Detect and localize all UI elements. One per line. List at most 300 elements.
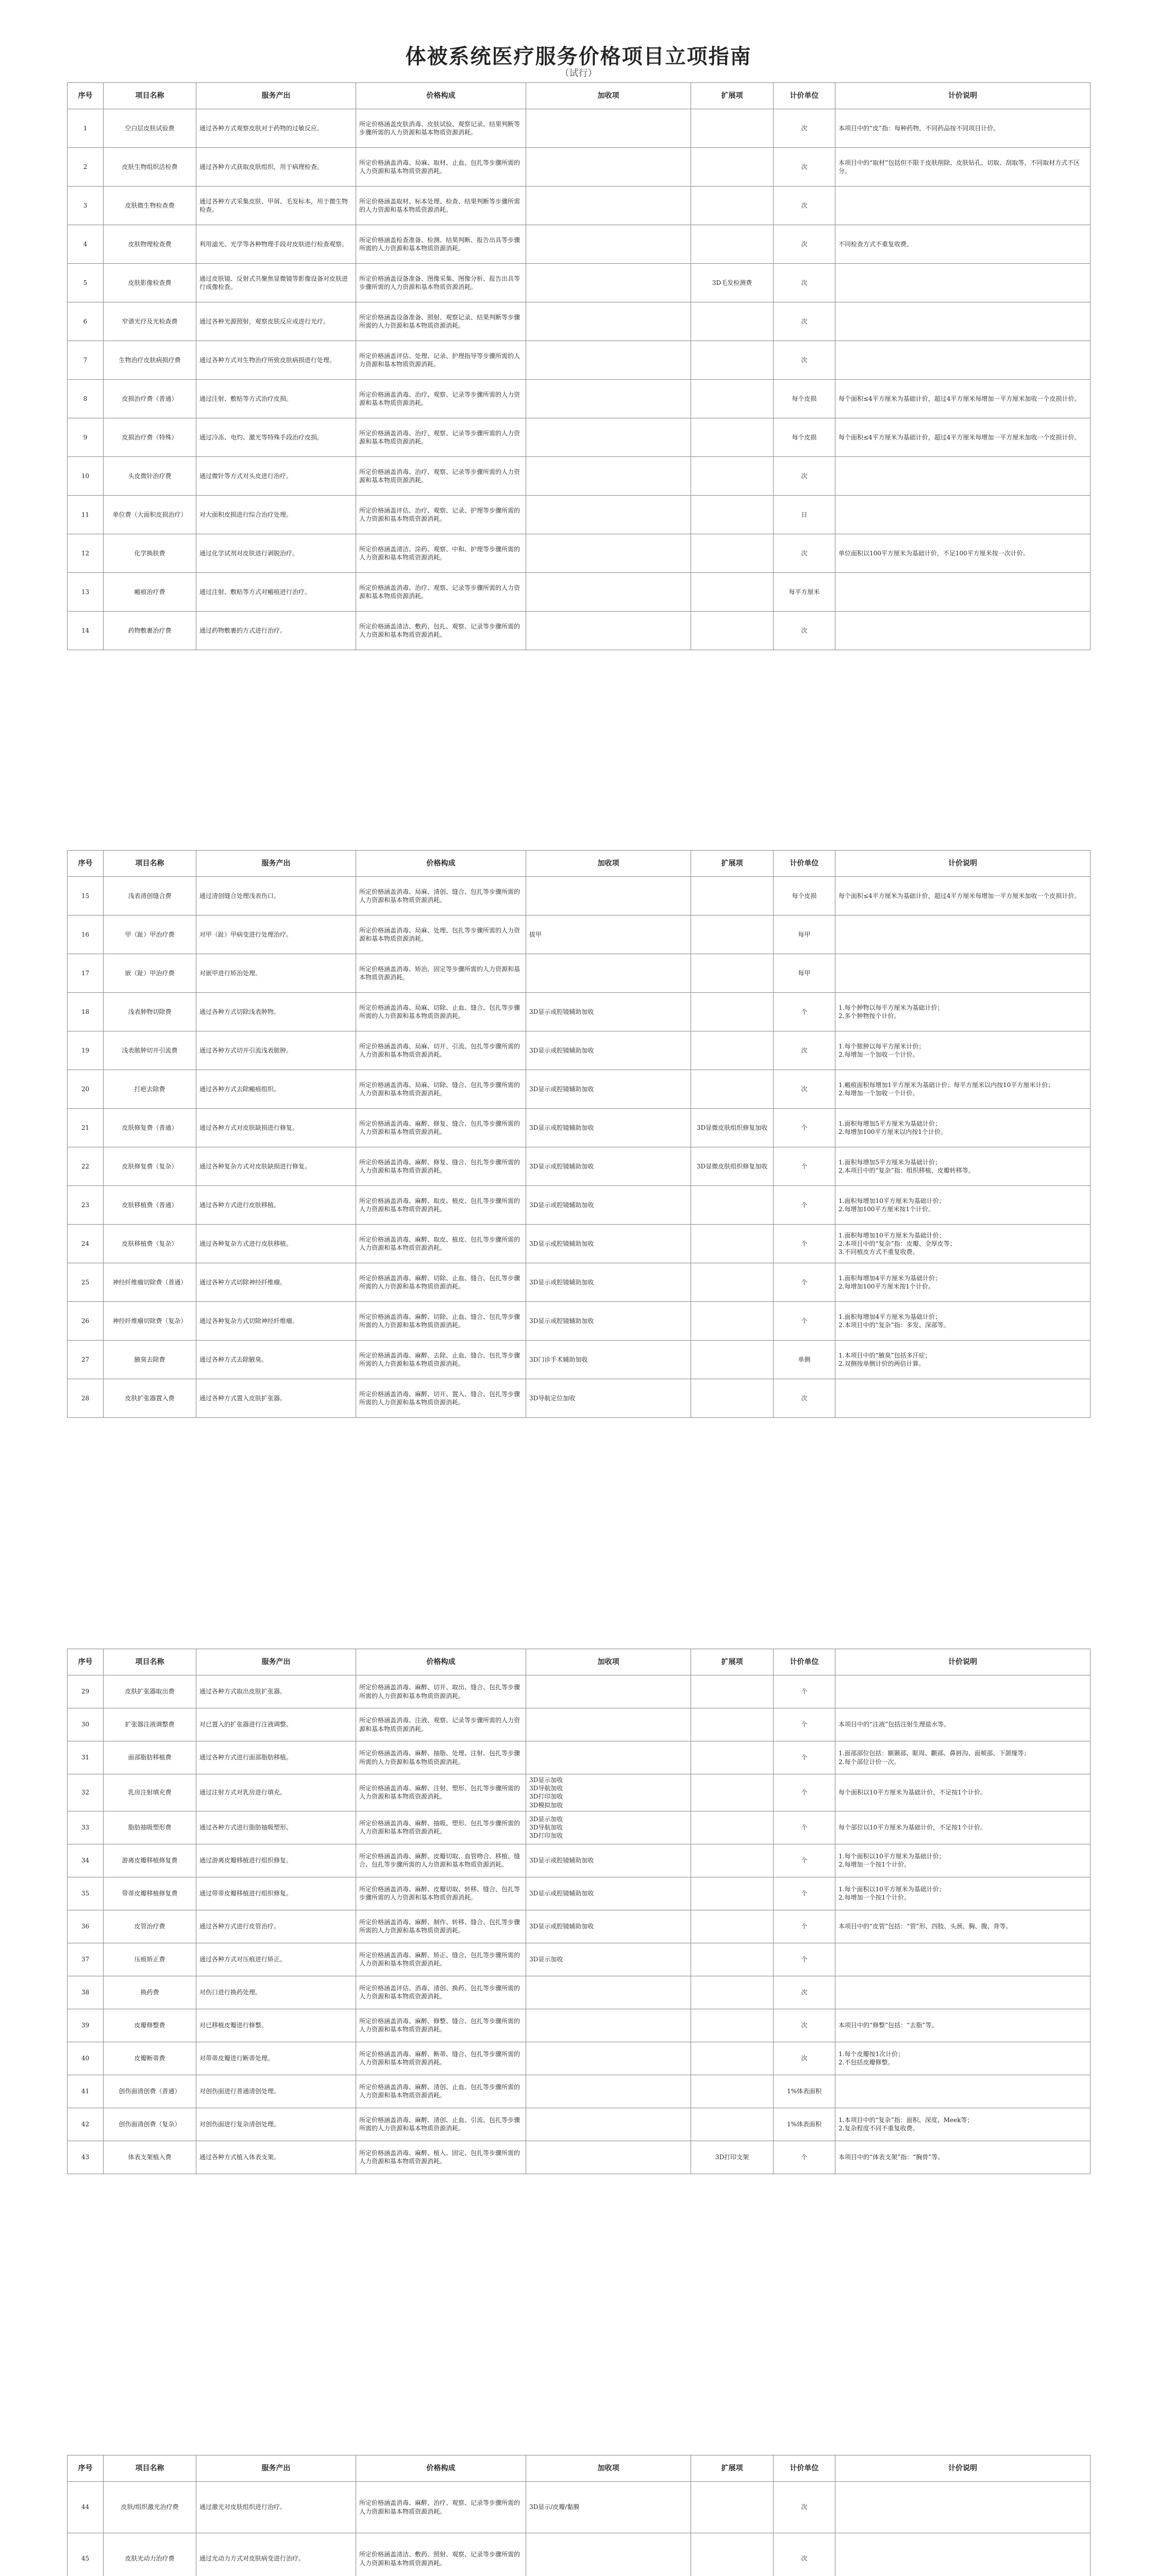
cell-no: 34 — [68, 1844, 104, 1877]
cell-name: 皮管治疗费 — [104, 1910, 196, 1943]
cell-no: 25 — [68, 1263, 104, 1302]
cell-unit: 个 — [774, 1302, 835, 1341]
cell-unit: 个 — [774, 1225, 835, 1263]
cell-add: 3D显示/皮瓣/黏膜 — [526, 2482, 691, 2533]
table-header-row — [68, 851, 1091, 877]
cell-add: 3D显示或腔镜辅助加收 — [526, 1910, 691, 1943]
column-header: 序号 — [68, 851, 104, 877]
column-header: 计价单位 — [774, 2455, 835, 2482]
cell-unit: 个 — [774, 1708, 835, 1741]
cell-name: 乳房注射填充费 — [104, 1774, 196, 1811]
table-row — [68, 1302, 1091, 1341]
table-row — [68, 916, 1091, 954]
cell-add — [526, 612, 691, 650]
cell-unit: 次 — [774, 457, 835, 496]
cell-content: 通过各种方式观察皮肤对于药物的过敏反应。 — [196, 109, 356, 148]
cell-desc: 单位面积以100平方厘米为基础计价，不足100平方厘米按一次计价。 — [835, 534, 1091, 573]
cell-no: 36 — [68, 1910, 104, 1943]
cell-unit: 个 — [774, 2141, 835, 2174]
cell-name: 皮损治疗费（特殊） — [104, 418, 196, 457]
table-header-row — [68, 2455, 1091, 2482]
cell-add — [526, 109, 691, 148]
table-row — [68, 2108, 1091, 2141]
cell-price: 所定价格涵盖消毒、麻醉、皮瓣切取、转移、缝合、包扎等步骤所需的人力资源和基本物质资源消耗。 — [356, 1877, 526, 1910]
table-row — [68, 1976, 1091, 2009]
cell-name: 空白层皮肤试验费 — [104, 109, 196, 148]
cell-add — [526, 2042, 691, 2075]
cell-no: 19 — [68, 1031, 104, 1070]
table-row — [68, 302, 1091, 341]
cell-unit: 次 — [774, 302, 835, 341]
cell-add: 3D显示或腔镜辅助加收 — [526, 1186, 691, 1225]
cell-price: 所定价格涵盖设备准备、图像采集、图像分析、报告出具等步骤所需的人力资源和基本物质资源消耗。 — [356, 264, 526, 302]
column-header: 服务产出 — [196, 851, 356, 877]
cell-desc: 每个面积≤4平方厘米为基础计价，超过4平方厘米每增加一平方厘米加收一个皮损计价。 — [835, 380, 1091, 418]
table-row — [68, 1147, 1091, 1186]
cell-add: 3D显示或腔镜辅助加收 — [526, 1844, 691, 1877]
cell-name: 单位费（大面积皮损治疗） — [104, 496, 196, 534]
cell-extra — [691, 457, 774, 496]
cell-unit: 个 — [774, 1910, 835, 1943]
cell-price: 所定价格涵盖消毒、麻醉、治疗、观察、记录等步骤所需的人力资源和基本物质资源消耗。 — [356, 2482, 526, 2533]
cell-name: 脂肪抽吸塑形费 — [104, 1811, 196, 1844]
cell-price: 所定价格涵盖消毒、麻醉、切开、取出、缝合、包扎等步骤所需的人力资源和基本物质资源消耗。 — [356, 1675, 526, 1708]
column-header: 扩展项 — [691, 83, 774, 109]
cell-extra — [691, 302, 774, 341]
cell-no: 8 — [68, 380, 104, 418]
cell-content: 对带蒂皮瓣进行断蒂处理。 — [196, 2042, 356, 2075]
cell-price: 所定价格涵盖消毒、注液、观察、记录等步骤所需的人力资源和基本物质资源消耗。 — [356, 1708, 526, 1741]
cell-extra — [691, 380, 774, 418]
cell-no: 23 — [68, 1186, 104, 1225]
cell-unit: 个 — [774, 1774, 835, 1811]
cell-add: 3D显示或腔镜辅助加收 — [526, 1109, 691, 1147]
cell-price: 所定价格涵盖设备准备、照射、观察记录、结果判断等步骤所需的人力资源和基本物质资源消耗。 — [356, 302, 526, 341]
cell-unit: 个 — [774, 1811, 835, 1844]
column-header: 加收项 — [526, 851, 691, 877]
table-row — [68, 457, 1091, 496]
cell-content: 通过各种方式进行脂肪抽吸塑形。 — [196, 1811, 356, 1844]
cell-price: 所定价格涵盖清洁、涂药、观察、中和、护理等步骤所需的人力资源和基本物质资源消耗。 — [356, 534, 526, 573]
cell-no: 43 — [68, 2141, 104, 2174]
table-page-4 — [67, 2455, 1090, 2576]
column-header: 计价单位 — [774, 851, 835, 877]
cell-no: 16 — [68, 916, 104, 954]
cell-no: 41 — [68, 2075, 104, 2108]
table-row — [68, 534, 1091, 573]
cell-no: 28 — [68, 1379, 104, 1418]
cell-add — [526, 418, 691, 457]
cell-desc — [835, 2075, 1091, 2108]
cell-desc: 每个部位以10平方厘米为基础计价，不足按1个计价。 — [835, 1811, 1091, 1844]
cell-extra — [691, 1910, 774, 1943]
cell-price: 所定价格涵盖消毒、麻醉、取皮、植皮、包扎等步骤所需的人力资源和基本物质资源消耗。 — [356, 1225, 526, 1263]
cell-unit: 日 — [774, 496, 835, 534]
cell-price: 所定价格涵盖消毒、麻醉、切除、止血、缝合、包扎等步骤所需的人力资源和基本物质资源消耗。 — [356, 1263, 526, 1302]
cell-name: 带蒂皮瓣移植修复费 — [104, 1877, 196, 1910]
cell-unit: 次 — [774, 1976, 835, 2009]
cell-name: 皮肤移植费（普通） — [104, 1186, 196, 1225]
cell-unit: 次 — [774, 341, 835, 380]
cell-price: 所定价格涵盖消毒、治疗、观察、记录等步骤所需的人力资源和基本物质资源消耗。 — [356, 418, 526, 457]
cell-add — [526, 302, 691, 341]
cell-unit: 1%体表面积 — [774, 2108, 835, 2141]
cell-desc: 本项目中的“修整”包括：“去脂”等。 — [835, 2009, 1091, 2042]
cell-add — [526, 264, 691, 302]
cell-desc: 1.瘢痕面积每增加1平方厘米为基础计价；每平方厘米以内按10平方厘米计价； 2.每增加一个加收一个计价。 — [835, 1070, 1091, 1109]
cell-name: 皮肤移植费（复杂） — [104, 1225, 196, 1263]
table-row — [68, 1263, 1091, 1302]
cell-desc: 1.本项目中的“腋臭”包括多汗症； 2.双侧按单侧计价的两倍计算。 — [835, 1341, 1091, 1379]
cell-content: 通过各种复杂方式进行皮肤移植。 — [196, 1225, 356, 1263]
cell-desc — [835, 341, 1091, 380]
cell-content: 通过各种复杂方式对皮肤缺损进行修复。 — [196, 1147, 356, 1186]
cell-name: 浅表肿物切除费 — [104, 993, 196, 1031]
cell-no: 7 — [68, 341, 104, 380]
cell-extra — [691, 1774, 774, 1811]
cell-name: 浅表脓肿切开引流费 — [104, 1031, 196, 1070]
cell-extra: 3D显微皮肤组织修复加收 — [691, 1147, 774, 1186]
cell-name: 皮肤生物组织活检费 — [104, 148, 196, 187]
cell-unit: 每甲 — [774, 916, 835, 954]
cell-name: 窄谱光疗及光检查费 — [104, 302, 196, 341]
cell-price: 所定价格涵盖评估、消毒、清创、换药、包扎等步骤所需的人力资源和基本物质资源消耗。 — [356, 1976, 526, 2009]
cell-content: 通过冷冻、电灼、激光等特殊手段治疗皮损。 — [196, 418, 356, 457]
cell-add: 3D显示或腔镜辅助加收 — [526, 1031, 691, 1070]
cell-name: 皮肤扩张器取出费 — [104, 1675, 196, 1708]
table-row — [68, 2533, 1091, 2576]
cell-add — [526, 573, 691, 612]
cell-content: 通过注射、敷贴等方式治疗皮损。 — [196, 380, 356, 418]
cell-content: 通过药物敷裹的方式进行治疗。 — [196, 612, 356, 650]
cell-content: 通过各种方式切开引流浅表脓肿。 — [196, 1031, 356, 1070]
table-row — [68, 418, 1091, 457]
cell-content: 对甲（趾）甲病变进行处理治疗。 — [196, 916, 356, 954]
cell-content: 通过各种方式植入体表支架。 — [196, 2141, 356, 2174]
table-row — [68, 1070, 1091, 1109]
cell-content: 通过注射、敷贴等方式对瘢痕进行治疗。 — [196, 573, 356, 612]
cell-add: 3D门诊手术辅助加收 — [526, 1341, 691, 1379]
cell-name: 头皮微针治疗费 — [104, 457, 196, 496]
cell-unit: 单侧 — [774, 1341, 835, 1379]
cell-content: 通过清创缝合处理浅表伤口。 — [196, 877, 356, 916]
cell-unit: 1%体表面积 — [774, 2075, 835, 2108]
document-subtitle: （试行） — [560, 68, 597, 79]
cell-no: 40 — [68, 2042, 104, 2075]
cell-extra — [691, 341, 774, 380]
cell-no: 32 — [68, 1774, 104, 1811]
cell-no: 10 — [68, 457, 104, 496]
cell-desc — [835, 573, 1091, 612]
cell-extra — [691, 993, 774, 1031]
table-row — [68, 187, 1091, 225]
cell-content: 通过化学试剂对皮肤进行剥脱治疗。 — [196, 534, 356, 573]
table-page-2 — [67, 850, 1090, 1418]
cell-content: 通过各种方式对皮肤缺损进行修复。 — [196, 1109, 356, 1147]
table-row — [68, 1844, 1091, 1877]
cell-extra — [691, 916, 774, 954]
cell-add: 3D显示加收 — [526, 1943, 691, 1976]
cell-name: 皮肤扩张器置入费 — [104, 1379, 196, 1418]
table-row — [68, 1774, 1091, 1811]
cell-desc — [835, 1379, 1091, 1418]
table-row — [68, 573, 1091, 612]
cell-name: 创伤面清创费（普通） — [104, 2075, 196, 2108]
cell-no: 33 — [68, 1811, 104, 1844]
column-header: 扩展项 — [691, 2455, 774, 2482]
cell-desc: 本项目中的“皮管”包括：“管”形、四肢、头颈、胸、腹、背等。 — [835, 1910, 1091, 1943]
cell-name: 打疤去除费 — [104, 1070, 196, 1109]
cell-extra — [691, 1844, 774, 1877]
table-row — [68, 2075, 1091, 2108]
cell-name: 腋臭去除费 — [104, 1341, 196, 1379]
cell-price: 所定价格涵盖消毒、麻醉、注射、塑形、包扎等步骤所需的人力资源和基本物质资源消耗。 — [356, 1774, 526, 1811]
cell-add — [526, 2108, 691, 2141]
cell-add — [526, 954, 691, 993]
cell-unit: 个 — [774, 1147, 835, 1186]
cell-add — [526, 187, 691, 225]
cell-name: 游离皮瓣移植修复费 — [104, 1844, 196, 1877]
column-header: 计价单位 — [774, 1649, 835, 1675]
cell-price: 所定价格涵盖消毒、局麻、处理、包扎等步骤所需的人力资源和基本物质资源消耗。 — [356, 916, 526, 954]
cell-unit: 个 — [774, 993, 835, 1031]
cell-no: 38 — [68, 1976, 104, 2009]
cell-unit: 次 — [774, 187, 835, 225]
cell-content: 通过各种方式获取皮肤组织，用于病理检查。 — [196, 148, 356, 187]
document-title: 体被系统医疗服务价格项目立项指南 — [405, 44, 752, 69]
cell-content: 通过各种方式进行面部脂肪移植。 — [196, 1741, 356, 1774]
cell-content: 通过各种方式取出皮肤扩张器。 — [196, 1675, 356, 1708]
cell-no: 35 — [68, 1877, 104, 1910]
cell-add: 3D显示加收 3D导航加收 3D打印加收 — [526, 1811, 691, 1844]
cell-price: 所定价格涵盖皮肤消毒、皮肤试验、观察记录、结果判断等步骤所需的人力资源和基本物质资源消耗。 — [356, 109, 526, 148]
table-row — [68, 380, 1091, 418]
cell-no: 42 — [68, 2108, 104, 2141]
cell-content: 通过带蒂皮瓣移植进行组织修复。 — [196, 1877, 356, 1910]
table-row — [68, 2009, 1091, 2042]
cell-desc — [835, 496, 1091, 534]
cell-desc: 不同检查方式不重复收费。 — [835, 225, 1091, 264]
cell-no: 15 — [68, 877, 104, 916]
cell-no: 12 — [68, 534, 104, 573]
cell-unit: 个 — [774, 1675, 835, 1708]
cell-desc: 本项目中的“皮”指：每种药物，不同药品按不同项目计价。 — [835, 109, 1091, 148]
cell-desc: 1.面积每增加10平方厘米为基础计价； 2.本项目中的“复杂”指：皮瓣、全厚皮等； 3.不同植皮方式不重复收费。 — [835, 1225, 1091, 1263]
cell-unit: 次 — [774, 2042, 835, 2075]
cell-add — [526, 1976, 691, 2009]
pricing-table — [67, 2455, 1091, 2576]
cell-add: 3D显示或腔镜辅助加收 — [526, 1302, 691, 1341]
cell-name: 神经纤维瘤切除费（普通） — [104, 1263, 196, 1302]
cell-content: 对嵌甲进行矫治处理。 — [196, 954, 356, 993]
table-row — [68, 1741, 1091, 1774]
cell-extra — [691, 1708, 774, 1741]
column-header: 扩展项 — [691, 851, 774, 877]
cell-unit: 次 — [774, 109, 835, 148]
cell-content: 通过注射方式对乳房进行填充。 — [196, 1774, 356, 1811]
column-header: 序号 — [68, 83, 104, 109]
cell-unit: 个 — [774, 1186, 835, 1225]
cell-no: 27 — [68, 1341, 104, 1379]
cell-extra — [691, 1263, 774, 1302]
column-header: 价格构成 — [356, 851, 526, 877]
cell-desc: 1.每个面积以10平方厘米为基础计价； 2.每增加一个按1个计价。 — [835, 1844, 1091, 1877]
column-header: 计价说明 — [835, 2455, 1091, 2482]
cell-extra — [691, 418, 774, 457]
cell-desc: 每个面积≤4平方厘米为基础计价，超过4平方厘米每增加一平方厘米加收一个皮损计价。 — [835, 418, 1091, 457]
cell-price: 所定价格涵盖评估、处理、记录、护理指导等步骤所需的人力资源和基本物质资源消耗。 — [356, 341, 526, 380]
cell-price: 所定价格涵盖消毒、矫治、固定等步骤所需的人力资源和基本物质资源消耗。 — [356, 954, 526, 993]
cell-unit: 次 — [774, 2482, 835, 2533]
cell-unit: 次 — [774, 2009, 835, 2042]
cell-no: 39 — [68, 2009, 104, 2042]
cell-extra — [691, 1186, 774, 1225]
cell-desc — [835, 2533, 1091, 2576]
cell-add — [526, 496, 691, 534]
cell-no: 22 — [68, 1147, 104, 1186]
pricing-table — [67, 850, 1091, 1418]
cell-extra — [691, 148, 774, 187]
cell-name: 药物敷裹治疗费 — [104, 612, 196, 650]
cell-content: 通过各种方式去除腋臭。 — [196, 1341, 356, 1379]
table-header-row — [68, 83, 1091, 109]
cell-add — [526, 225, 691, 264]
cell-no: 20 — [68, 1070, 104, 1109]
column-header: 计价说明 — [835, 851, 1091, 877]
cell-no: 6 — [68, 302, 104, 341]
cell-name: 换药费 — [104, 1976, 196, 2009]
column-header: 扩展项 — [691, 1649, 774, 1675]
cell-name: 皮肤/组织激光治疗费 — [104, 2482, 196, 2533]
cell-no: 30 — [68, 1708, 104, 1741]
cell-unit: 次 — [774, 148, 835, 187]
cell-add — [526, 1675, 691, 1708]
pricing-table — [67, 1649, 1091, 2174]
cell-extra — [691, 2075, 774, 2108]
table-row — [68, 148, 1091, 187]
cell-desc: 本项目中的“体表支架”指：“胸骨”等。 — [835, 2141, 1091, 2174]
cell-extra — [691, 496, 774, 534]
table-row — [68, 1675, 1091, 1708]
cell-desc: 1.本项目中的“复杂”指：面积、深度、Meek等； 2.复杂程度不同不重复收费。 — [835, 2108, 1091, 2141]
column-header: 服务产出 — [196, 2455, 356, 2482]
cell-content: 通过各种方式对生物治疗所致皮肤病损进行处理。 — [196, 341, 356, 380]
cell-extra — [691, 1225, 774, 1263]
cell-price: 所定价格涵盖消毒、麻醉、切除、止血、缝合、包扎等步骤所需的人力资源和基本物质资源消耗。 — [356, 1302, 526, 1341]
cell-price: 所定价格涵盖消毒、麻醉、去除、止血、缝合、包扎等步骤所需的人力资源和基本物质资源消耗。 — [356, 1341, 526, 1379]
cell-add: 3D显示或腔镜辅助加收 — [526, 1877, 691, 1910]
cell-name: 创伤面清创费（复杂） — [104, 2108, 196, 2141]
table-header-row — [68, 1649, 1091, 1675]
cell-add: 拔甲 — [526, 916, 691, 954]
column-header: 加收项 — [526, 83, 691, 109]
cell-price: 所定价格涵盖消毒、麻醉、矫正、缝合、包扎等步骤所需的人力资源和基本物质资源消耗。 — [356, 1943, 526, 1976]
cell-add — [526, 457, 691, 496]
cell-price: 所定价格涵盖消毒、麻醉、皮瓣切取、血管吻合、移植、缝合、包扎等步骤所需的人力资源和基本物质资源消耗。 — [356, 1844, 526, 1877]
cell-content: 对大面积皮损进行综合治疗处理。 — [196, 496, 356, 534]
cell-content: 通过各种复杂方式切除神经纤维瘤。 — [196, 1302, 356, 1341]
cell-desc: 每个面积以10平方厘米为基础计价，不足按1个计价。 — [835, 1774, 1091, 1811]
table-row — [68, 1109, 1091, 1147]
cell-content: 对伤口进行换药处理。 — [196, 1976, 356, 2009]
cell-content: 对已移植皮瓣进行修整。 — [196, 2009, 356, 2042]
cell-desc — [835, 457, 1091, 496]
cell-price: 所定价格涵盖消毒、麻醉、切开、置入、缝合、包扎等步骤所需的人力资源和基本物质资源消耗。 — [356, 1379, 526, 1418]
cell-name: 皮肤修复费（普通） — [104, 1109, 196, 1147]
cell-extra — [691, 573, 774, 612]
cell-no: 18 — [68, 993, 104, 1031]
cell-name: 嵌（趾）甲治疗费 — [104, 954, 196, 993]
cell-name: 体表支架植入费 — [104, 2141, 196, 2174]
cell-name: 皮瓣断蒂费 — [104, 2042, 196, 2075]
cell-unit: 每个皮损 — [774, 418, 835, 457]
cell-desc: 1.面积每增加10平方厘米为基础计价； 2.每增加100平方厘米按1个计价。 — [835, 1186, 1091, 1225]
cell-no: 17 — [68, 954, 104, 993]
cell-price: 所定价格涵盖消毒、治疗、观察、记录等步骤所需的人力资源和基本物质资源消耗。 — [356, 380, 526, 418]
cell-name: 皮肤影像检查费 — [104, 264, 196, 302]
cell-desc — [835, 916, 1091, 954]
cell-add: 3D显示或腔镜辅助加收 — [526, 1147, 691, 1186]
cell-content: 对创伤面进行普通清创处理。 — [196, 2075, 356, 2108]
cell-content: 通过各种光源照射，观察皮肤反应或进行光疗。 — [196, 302, 356, 341]
cell-no: 31 — [68, 1741, 104, 1774]
cell-no: 44 — [68, 2482, 104, 2533]
cell-no: 9 — [68, 418, 104, 457]
cell-content: 利用滤光、光学等各种物理手段对皮肤进行检查观察。 — [196, 225, 356, 264]
cell-price: 所定价格涵盖消毒、麻醉、抽吸、塑形、包扎等步骤所需的人力资源和基本物质资源消耗。 — [356, 1811, 526, 1844]
cell-name: 生物治疗皮肤病损疗费 — [104, 341, 196, 380]
cell-no: 26 — [68, 1302, 104, 1341]
cell-extra — [691, 612, 774, 650]
table-row — [68, 1379, 1091, 1418]
column-header: 序号 — [68, 1649, 104, 1675]
cell-price: 所定价格涵盖消毒、麻醉、清创、止血、包扎等步骤所需的人力资源和基本物质资源消耗。 — [356, 2075, 526, 2108]
cell-no: 24 — [68, 1225, 104, 1263]
cell-add: 3D显示或腔镜辅助加收 — [526, 1225, 691, 1263]
cell-extra — [691, 1341, 774, 1379]
cell-price: 所定价格涵盖消毒、麻醉、清创、止血、引流、包扎等步骤所需的人力资源和基本物质资源消耗。 — [356, 2108, 526, 2141]
cell-extra — [691, 1302, 774, 1341]
cell-no: 3 — [68, 187, 104, 225]
cell-price: 所定价格涵盖消毒、麻醉、制作、转移、缝合、包扎等步骤所需的人力资源和基本物质资源消耗。 — [356, 1910, 526, 1943]
column-header: 项目名称 — [104, 1649, 196, 1675]
cell-unit: 个 — [774, 1263, 835, 1302]
cell-no: 5 — [68, 264, 104, 302]
cell-extra — [691, 534, 774, 573]
cell-content: 通过各种方式切除浅表肿物。 — [196, 993, 356, 1031]
table-page-1 — [67, 82, 1090, 650]
cell-no: 14 — [68, 612, 104, 650]
cell-unit: 每甲 — [774, 954, 835, 993]
table-row — [68, 1225, 1091, 1263]
cell-unit: 个 — [774, 1943, 835, 1976]
cell-add: 3D显示或腔镜辅助加收 — [526, 1070, 691, 1109]
cell-add — [526, 2141, 691, 2174]
cell-extra — [691, 1031, 774, 1070]
table-row — [68, 954, 1091, 993]
cell-no: 2 — [68, 148, 104, 187]
cell-extra — [691, 2108, 774, 2141]
cell-desc — [835, 302, 1091, 341]
table-row — [68, 264, 1091, 302]
cell-desc: 1.面部部位包括：额颞部、眶周、颧部、鼻唇沟、面颊部、下颌缘等； 2.每个部位计价一次。 — [835, 1741, 1091, 1774]
cell-no: 4 — [68, 225, 104, 264]
cell-extra — [691, 1675, 774, 1708]
table-row — [68, 341, 1091, 380]
cell-name: 皮肤光动力治疗费 — [104, 2533, 196, 2576]
cell-content: 通过微针等方式对头皮进行治疗。 — [196, 457, 356, 496]
cell-extra — [691, 954, 774, 993]
